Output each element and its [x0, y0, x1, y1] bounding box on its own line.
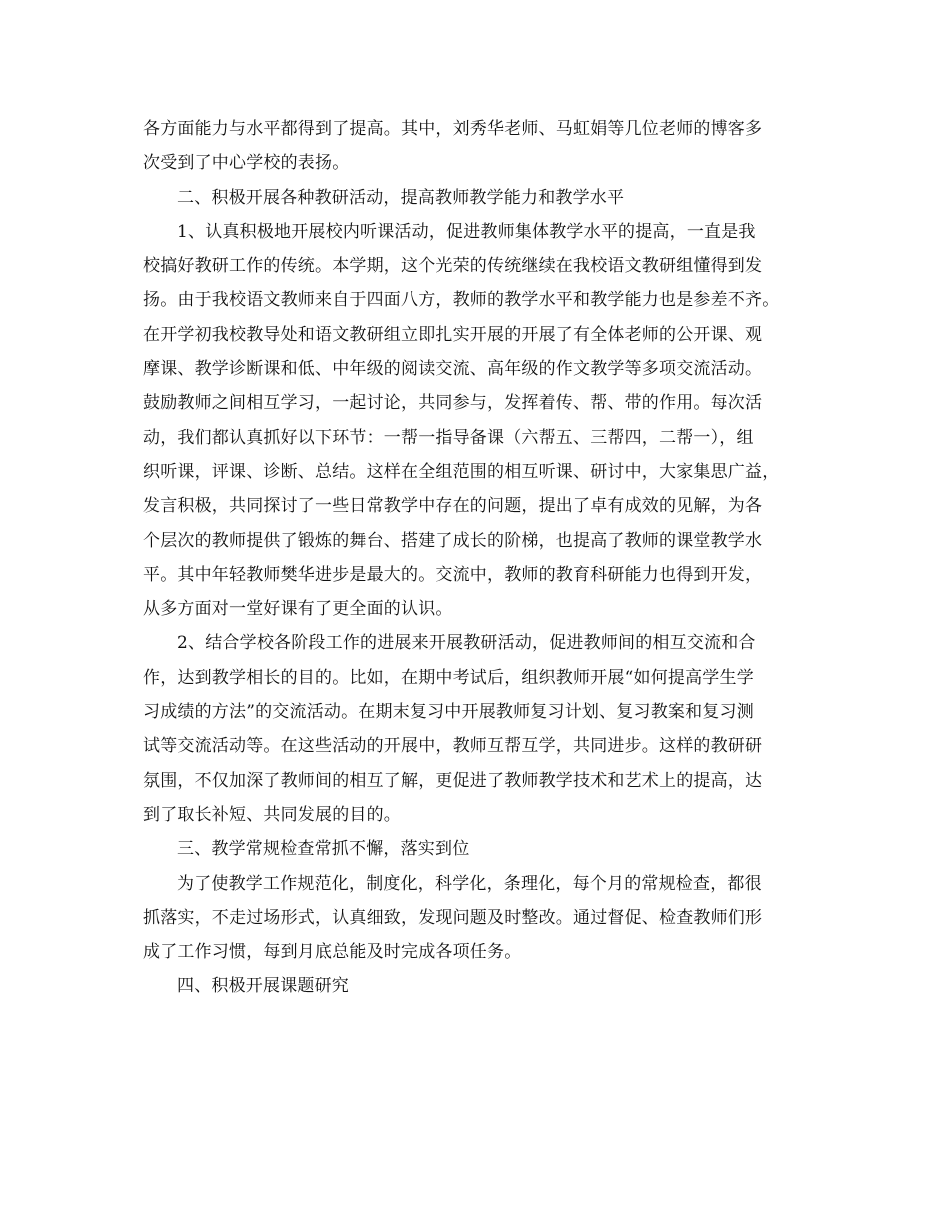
text-line: 平。其中年轻教师樊华进步是最大的。交流中，教师的教育科研能力也得到开发，: [143, 564, 763, 585]
text-line: 从多方面对一堂好课有了更全面的认识。: [143, 599, 453, 620]
text-line: 织听课，评课、诊断、总结。这样在全组范围的相互听课、研讨中，大家集思广益，: [143, 461, 780, 482]
text-line: 发言积极，共同探讨了一些日常教学中存在的问题，提出了卓有成效的见解，为各: [143, 496, 763, 517]
text-line: 各方面能力与水平都得到了提高。其中，刘秀华老师、马虹娟等几位老师的博客多: [143, 119, 763, 139]
paragraph-first-line: 2、结合学校各阶段工作的进展来开展教研活动，促进教师间的相互交流和合: [177, 633, 756, 654]
text-line: 校搞好教研工作的传统。本学期，这个光荣的传统继续在我校语文教研组懂得到发: [143, 256, 763, 277]
text-line: 习成绩的方法”的交流活动。在期末复习中开展教师复习计划、复习教案和复习测: [143, 702, 754, 723]
text-line: 成了工作习惯，每到月底总能及时完成各项任务。: [143, 942, 522, 963]
text-line: 扬。由于我校语文教师来自于四面八方，教师的教学水平和教学能力也是参差不齐。: [143, 290, 780, 311]
text-line: 鼓励教师之间相互学习，一起讨论，共同参与，发挥着传、帮、带的作用。每次活: [143, 393, 763, 414]
text-line: 试等交流活动等。在这些活动的开展中，教师互帮互学，共同进步。这样的教研研: [143, 736, 763, 757]
text-line: 动，我们都认真抓好以下环节：一帮一指导备课（六帮五、三帮四，二帮一），组: [143, 427, 754, 448]
text-line: 作，达到教学相长的目的。比如，在期中考试后，组织教师开展“如何提高学生学: [143, 667, 754, 688]
text-line: 氛围，不仅加深了教师间的相互了解，更促进了教师教学技术和艺术上的提高，达: [143, 770, 763, 791]
text-line: 次受到了中心学校的表扬。: [143, 153, 350, 174]
section-heading: 二、积极开展各种教研活动，提高教师教学能力和教学水平: [177, 187, 625, 208]
text-line: 摩课、教学诊断课和低、中年级的阅读交流、高年级的作文教学等多项交流活动。: [143, 359, 763, 380]
text-line: 抓落实，不走过场形式，认真细致，发现问题及时整改。通过督促、检查教师们形: [143, 907, 763, 928]
text-line: 个层次的教师提供了锻炼的舞台、搭建了成长的阶梯，也提高了教师的课堂教学水: [143, 530, 763, 551]
text-line: 在开学初我校教导处和语文教研组立即扎实开展的开展了有全体老师的公开课、观: [143, 324, 763, 345]
paragraph-first-line: 为了使教学工作规范化，制度化，科学化，条理化，每个月的常规检查，都很: [177, 873, 762, 894]
section-heading: 四、积极开展课题研究: [177, 976, 349, 997]
text-line: 到了取长补短、共同发展的目的。: [143, 804, 401, 825]
document-body: [143, 112, 823, 1004]
section-heading: 三、教学常规检查常抓不懈，落实到位: [177, 839, 470, 860]
paragraph-first-line: 1、认真积极地开展校内听课活动，促进教师集体教学水平的提高，一直是我: [177, 221, 756, 242]
